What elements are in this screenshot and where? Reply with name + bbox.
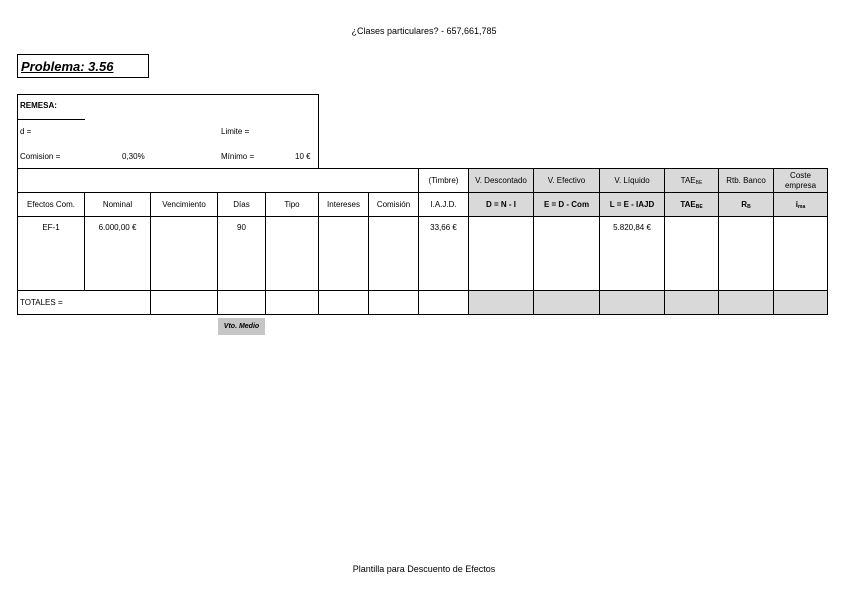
total-cell [469,291,534,315]
d-label: d = [20,127,32,136]
col-iajd: I.A.J.D. [419,193,469,217]
row-dias: 90 [218,217,266,291]
limite-label: Limite = [221,127,250,136]
row-tae [665,217,719,291]
total-cell [534,291,600,315]
row-tipo [266,217,319,291]
problem-title-box [17,54,149,78]
row-descontado [469,217,534,291]
col-tae-sub: BE [695,203,703,210]
row-comision [369,217,419,291]
comision-value: 0,30% [122,152,145,161]
discount-table [17,168,828,315]
row-i [774,217,828,291]
col-rb-sub: B [747,203,751,210]
col-rb-text: R [741,199,748,209]
total-cell [719,291,774,315]
col-i-text: i [795,199,798,209]
table-header-row [18,193,828,217]
efectivo-header: V. Efectivo [534,169,600,193]
total-cell [151,291,218,315]
tae-header [665,169,719,193]
timbre-header: (Timbre) [419,169,469,193]
table-top-row [18,169,828,193]
col-intereses: Intereses [319,193,369,217]
problem-title: Problema: 3.56 [21,59,114,74]
blank-cell [319,169,369,193]
row-intereses [319,217,369,291]
blank-cell [266,169,319,193]
blank-cell [18,169,85,193]
col-rb [719,193,774,217]
total-cell [218,291,266,315]
blank-cell [218,169,266,193]
col-tipo: Tipo [266,193,319,217]
total-cell [266,291,319,315]
row-vencimiento [151,217,218,291]
remesa-box [17,94,319,169]
col-i [774,193,828,217]
col-efectos: Efectos Com. [18,193,85,217]
table-row [18,217,828,291]
col-tae-text: TAE [680,199,696,209]
tae-header-sub: BE [695,179,703,186]
total-cell [774,291,828,315]
col-vencimiento: Vencimiento [151,193,218,217]
row-efectivo [534,217,600,291]
total-cell [665,291,719,315]
blank-cell [369,169,419,193]
row-efecto: EF-1 [18,217,85,291]
total-cell [600,291,665,315]
total-cell [319,291,369,315]
row-nominal: 6.000,00 € [85,217,151,291]
minimo-value: 10 € [295,152,311,161]
col-dias: Días [218,193,266,217]
minimo-label: Mínimo = [221,152,255,161]
col-comision: Comisión [369,193,419,217]
col-i-sub: ma [798,203,806,210]
row-liquido: 5.820,84 € [600,217,665,291]
totales-label: TOTALES = [18,291,85,315]
total-cell [369,291,419,315]
col-e-formula: E = D - Com [534,193,600,217]
rtb-banco-header: Rtb. Banco [719,169,774,193]
remesa-title: REMESA: [20,101,57,110]
col-nominal: Nominal [85,193,151,217]
blank-cell [151,169,218,193]
coste-empresa-header: Coste empresa [774,169,828,193]
descontado-header: V. Descontado [469,169,534,193]
liquido-header: V. Líquido [600,169,665,193]
page-header-ad: ¿Clases particulares? - 657,661,785 [351,26,497,36]
total-cell [85,291,151,315]
vto-medio-label: Vto. Medio [218,318,265,335]
row-iajd: 33,66 € [419,217,469,291]
col-l-formula: L = E - IAJD [600,193,665,217]
totals-row [18,291,828,315]
page-footer: Plantilla para Descuento de Efectos [352,564,496,574]
col-tae [665,193,719,217]
blank-cell [85,169,151,193]
row-rb [719,217,774,291]
total-cell [419,291,469,315]
comision-label: Comision = [20,152,61,161]
col-d-formula: D = N - I [469,193,534,217]
tae-header-text: TAE [680,175,696,185]
remesa-title-underline [18,119,85,120]
